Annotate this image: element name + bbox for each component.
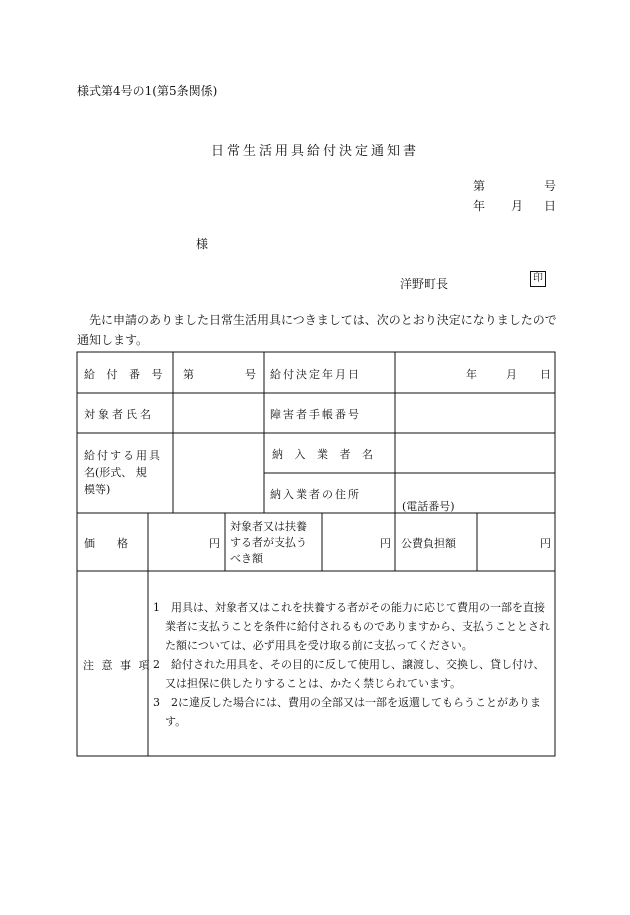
vendor-name-label: 納 入 業 者 名	[272, 448, 377, 461]
person-name-label: 対象者氏名	[84, 408, 154, 421]
decision-date-day: 日	[540, 368, 551, 381]
disability-card-label: 障害者手帳番号	[270, 408, 361, 421]
decision-date-month: 月	[506, 368, 517, 381]
note-item-2: 2 給付された用具を、その目的に反して使用し、譲渡し、交換し、貸し付け、又は担保に供したりすることは、かたく禁じられています。	[153, 658, 545, 690]
notes-list	[153, 598, 555, 731]
self-pay-label-line2: する者が支払う	[230, 536, 307, 549]
self-pay-yen: 円	[380, 537, 391, 550]
intro-paragraph: 先に申請のありました日常生活用具につきましては、次のとおり決定になりましたので通知します。	[77, 313, 557, 347]
benefit-number-label: 給 付 番 号	[84, 368, 167, 381]
document-title: 日常生活用具給付決定通知書	[210, 144, 419, 159]
self-pay-label-line3: べき額	[230, 552, 263, 565]
decision-date-year: 年	[466, 368, 477, 381]
equipment-label-line3: 模等)	[84, 483, 111, 496]
issuer-name: 洋野町長	[400, 277, 449, 291]
recipient-honorific: 様	[196, 237, 209, 251]
notes-label: 注 意 事 項	[83, 659, 152, 672]
price-label: 価 格	[84, 537, 128, 550]
doc-number-suffix: 号	[544, 179, 557, 193]
equipment-label-line2: 名(形式、 規	[84, 466, 147, 479]
price-yen: 円	[209, 537, 220, 550]
note-item-3: 3 2に違反した場合には、費用の全部又は一部を返還してもらうことがあります。	[153, 696, 541, 728]
doc-number-prefix: 第	[473, 179, 486, 193]
decision-date-label: 給付決定年月日	[270, 368, 361, 381]
seal-box: 印	[530, 271, 546, 287]
self-pay-label-line1: 対象者又は扶養	[230, 520, 307, 533]
phone-number-label: (電話番号)	[402, 500, 455, 513]
date-month: 月	[511, 199, 524, 213]
date-day: 日	[544, 199, 557, 213]
note-item-1: 1 用具は、対象者又はこれを扶養する者がその能力に応じて費用の一部を直接業者に支払うことを条件に給付されるものでありますから、支払うこととされた額については、必ず用具を受け取る前に支払ってください。	[153, 601, 550, 652]
vendor-address-label: 納入業者の住所	[270, 488, 361, 501]
date-year: 年	[473, 199, 486, 213]
form-number: 様式第4号の1(第5条関係)	[77, 84, 218, 98]
equipment-label-line1: 給付する用具	[84, 449, 162, 462]
benefit-number-suffix: 号	[245, 368, 256, 381]
benefit-number-prefix: 第	[183, 368, 194, 381]
public-burden-label: 公費負担額	[401, 537, 456, 550]
public-burden-yen: 円	[540, 537, 551, 550]
